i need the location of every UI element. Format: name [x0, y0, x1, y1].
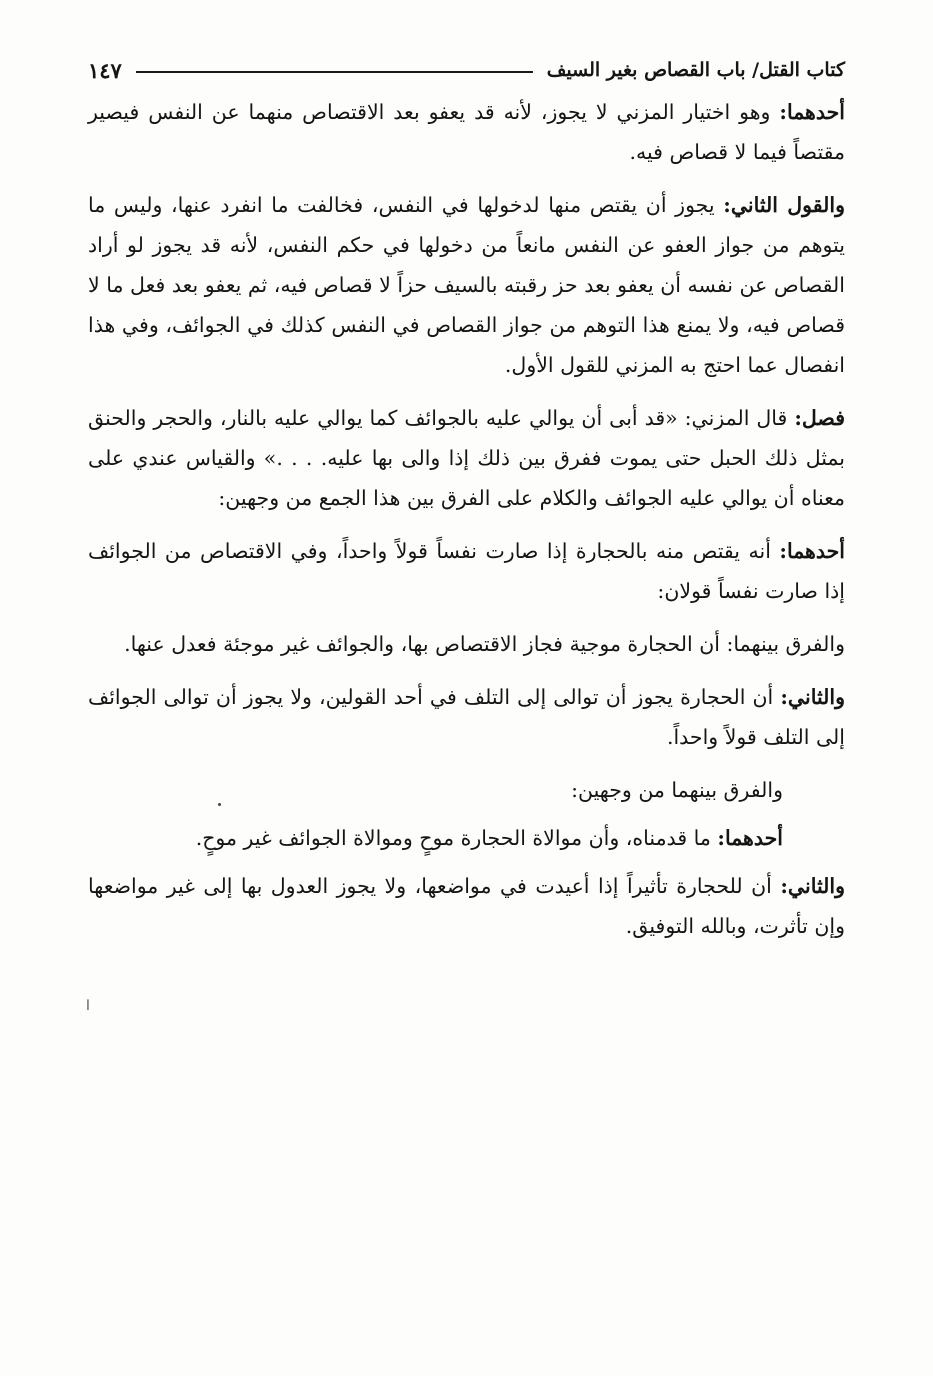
paragraph-lead: والثاني:: [780, 874, 845, 898]
paragraph-text: أن للحجارة تأثيراً إذا أعيدت في مواضعها، ولا يجوز العدول بها إلى غير مواضعها وإن تأثرت، وبالله التوفيق.: [88, 874, 845, 938]
page-content: [88, 50, 845, 959]
paragraph-text: قال المزني: «قد أبى أن يوالي عليه بالجوائف كما يوالي عليه بالنار، والحجر والحنق بمثل ذلك الحبل حتى يموت ففرق بين ذلك إذا والى بها عليه. . . .» والقياس عندي على معناه أن يوالي عليه الجوائف والكلام على الفرق بين هذا الجمع من وجهين:: [88, 406, 845, 510]
print-speck: [218, 803, 221, 806]
margin-mark: ا: [86, 998, 90, 1014]
header-title: كتاب القتل/ باب القصاص بغير السيف: [546, 59, 845, 81]
paragraph-5: [88, 624, 845, 664]
paragraph-1: [88, 92, 845, 172]
paragraph-text: ما قدمناه، وأن موالاة الحجارة موحٍ وموالاة الجوائف غير موحٍ.: [195, 826, 718, 850]
paragraph-lead: والثاني:: [780, 685, 845, 709]
paragraph-lead: أحدهما:: [717, 826, 783, 850]
paragraph-7: [88, 770, 845, 810]
paragraph-3: [88, 398, 845, 518]
paragraph-8: [88, 818, 845, 858]
paragraph-text: أنه يقتص منه بالحجارة إذا صارت نفساً قولاً واحداً، وفي الاقتصاص من الجوائف إذا صارت نفساً قولان:: [88, 539, 845, 603]
paragraph-text: والفرق بينهما من وجهين:: [571, 778, 783, 802]
paragraph-text: وهو اختيار المزني لا يجوز، لأنه قد يعفو بعد الاقتصاص منهما عن النفس فيصير مقتصاً فيما لا قصاص فيه.: [88, 100, 845, 164]
paragraph-6: [88, 677, 845, 757]
page-number: ١٤٧: [88, 57, 122, 83]
paragraph-lead: والقول الثاني:: [723, 193, 845, 217]
paragraph-lead: فصل:: [794, 406, 845, 430]
paragraph-lead: أحدهما:: [779, 100, 845, 124]
paragraph-text: والفرق بينهما: أن الحجارة موجية فجاز الاقتصاص بها، والجوائف غير موجئة فعدل عنها.: [124, 632, 845, 656]
running-header: [88, 50, 845, 90]
paragraph-text: أن الحجارة يجوز أن توالى إلى التلف في أحد القولين، ولا يجوز أن توالى الجوائف إلى التلف قولاً واحداً.: [88, 685, 845, 749]
paragraph-lead: أحدهما:: [779, 539, 845, 563]
header-rule: [136, 71, 533, 73]
paragraph-2: [88, 185, 845, 385]
paragraph-text: يجوز أن يقتص منها لدخولها في النفس، فخالفت ما انفرد عنها، وليس ما يتوهم من جواز العفو عن النفس مانعاً من دخولها في حكم النفس، لأنه قد يجوز لو أراد القصاص عن نفسه أن يعفو بعد حز رقبته بالسيف حزاً لا قصاص فيه، ثم يعفو بعد فعل ما لا قصاص فيه، ولا يمنع هذا التوهم من جواز القصاص في النفس كذلك في الجوائف، وفي هذا انفصال عما احتج به المزني للقول الأول.: [88, 193, 845, 377]
paragraph-4: [88, 531, 845, 611]
paragraph-9: [88, 866, 845, 946]
